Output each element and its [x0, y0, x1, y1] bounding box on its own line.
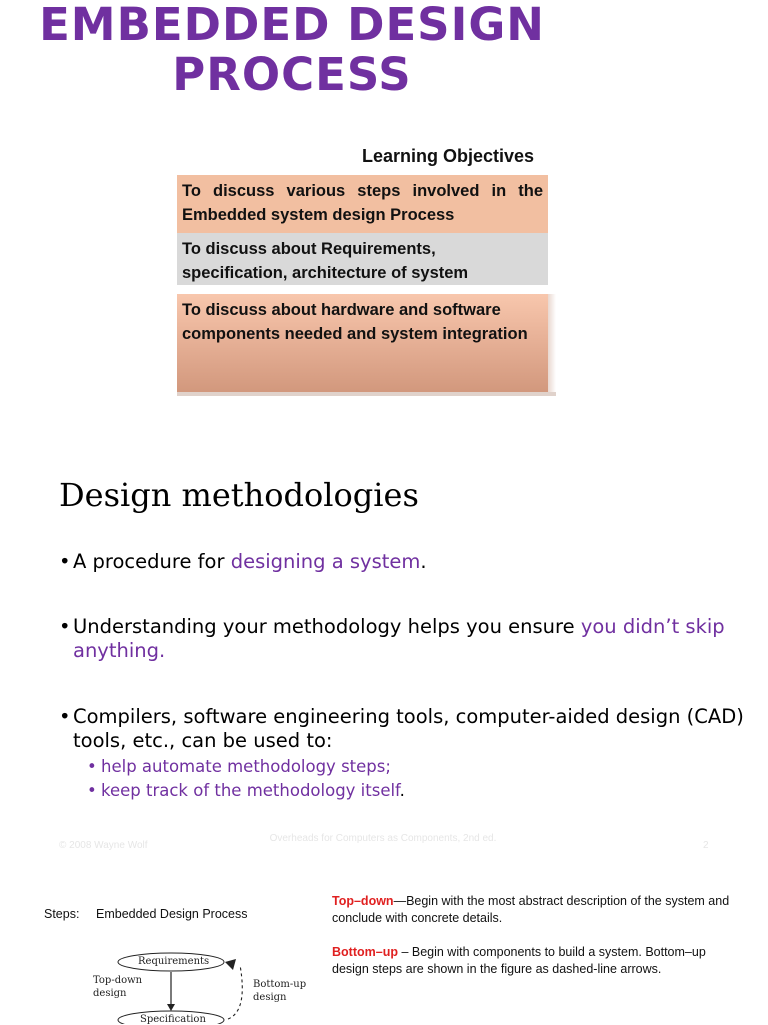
bullet-item-2: [59, 615, 739, 663]
bottomup-arrowhead: [225, 959, 236, 970]
topdown-label-line-2: design: [93, 988, 127, 999]
design-approach-description: [332, 893, 732, 978]
bullet-highlight: designing a system: [230, 550, 421, 573]
sub-bullet-text: help automate methodology steps;: [101, 757, 391, 776]
bullet-item-1: [59, 550, 739, 574]
bullet-text: Compilers, software engineering tools, computer-aided design (CAD) tools, etc., can be used to:: [73, 705, 744, 752]
objective-box-shadow: [548, 294, 556, 394]
bottomup-label-line-2: design: [253, 992, 287, 1003]
sub-bullet-text: keep track of the methodology itself: [101, 781, 400, 800]
objective-box-bottom-edge: [177, 392, 556, 396]
section-title: Design methodologies: [59, 476, 419, 514]
objective-box-2: To discuss about Requirements, specification, architecture of system: [177, 233, 548, 285]
objective-box-3: To discuss about hardware and software components needed and system integration: [177, 294, 548, 394]
bullet-text: Understanding your methodology helps you ensure: [73, 615, 581, 638]
sub-bullet-suffix: .: [399, 781, 405, 800]
title-line-2: PROCESS: [172, 48, 412, 101]
sub-bullet-1: [87, 756, 391, 778]
bullet-dot: •: [59, 615, 71, 638]
bullet-item-3: [59, 705, 749, 753]
steps-label: Steps:: [44, 907, 80, 921]
footer-page-number: 2: [703, 840, 709, 851]
footer-source: Overheads for Computers as Components, 2nd ed.: [269, 833, 497, 844]
page-title: [0, 0, 584, 100]
topdown-term: Top–down: [332, 894, 394, 908]
bottomup-description: [332, 944, 732, 978]
objective-box-1: To discuss various steps involved in the Embedded system design Process: [177, 175, 548, 233]
learning-objectives-heading: Learning Objectives: [362, 146, 535, 166]
topdown-description: [332, 893, 732, 927]
steps-title: Embedded Design Process: [96, 907, 248, 921]
bottomup-label-line-1: Bottom-up: [253, 979, 307, 990]
bottomup-text: – Begin with components to build a system. Bottom–up design steps are shown in the figure as dashed-line arrows.: [332, 945, 706, 976]
bullet-suffix: .: [420, 550, 427, 573]
title-line-1: EMBEDDED DESIGN: [39, 0, 545, 51]
specification-label: Specification: [140, 1014, 206, 1025]
topdown-label-line-1: Top-down: [93, 975, 143, 986]
requirements-label: Requirements: [138, 956, 210, 967]
bullet-highlight: you didn’t skip anything.: [73, 615, 725, 662]
footer-copyright: © 2008 Wayne Wolf: [59, 840, 148, 851]
topdown-arrowhead: [167, 1004, 175, 1011]
bullet-text: A procedure for: [73, 550, 231, 573]
topdown-text: —Begin with the most abstract description of the system and conclude with concrete details.: [332, 894, 730, 925]
bullet-dot: •: [59, 705, 71, 728]
sub-bullet-dot: •: [87, 781, 97, 800]
bullet-dot: •: [59, 550, 71, 573]
sub-bullet-2: [87, 780, 405, 802]
bottomup-term: Bottom–up: [332, 945, 398, 959]
bottomup-arrow-line: [228, 965, 242, 1019]
sub-bullet-dot: •: [87, 757, 97, 776]
